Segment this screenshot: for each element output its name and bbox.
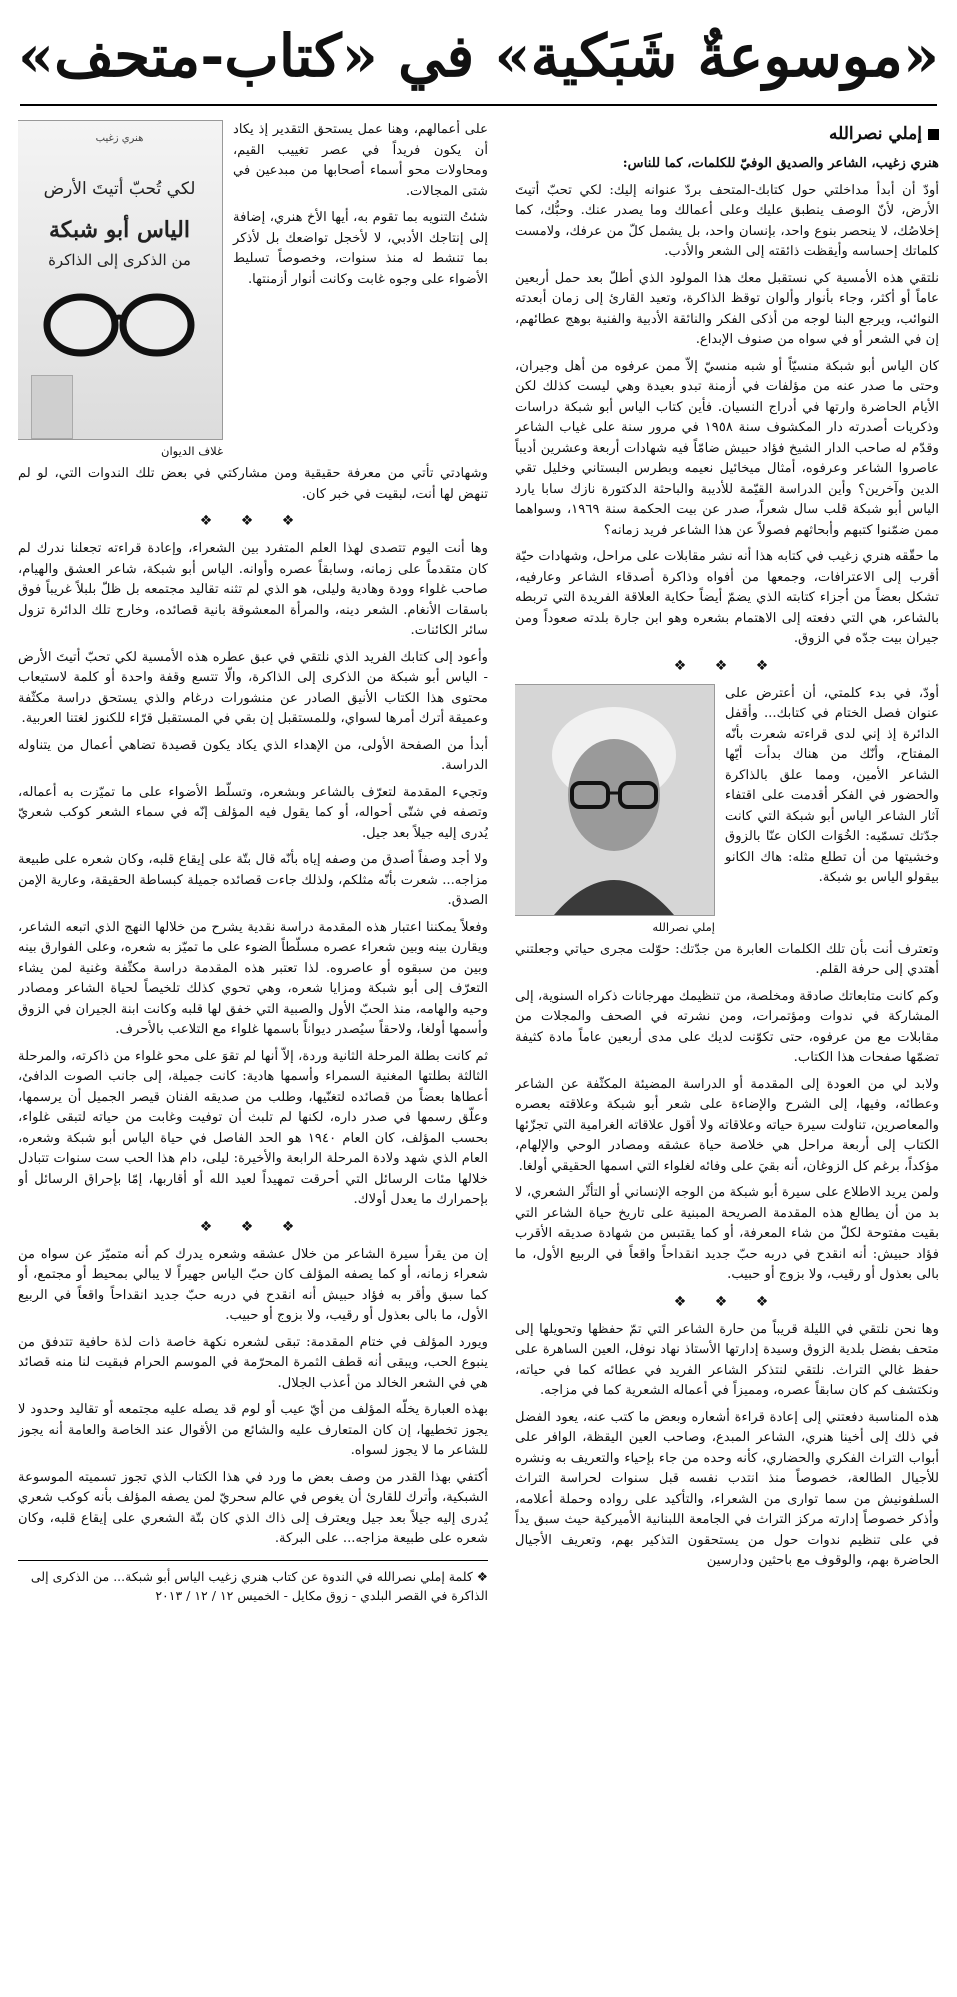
paragraph: وكم كانت متابعاتك صادقة ومخلصة، من تنظيمك مهرجانات ذكراه السنوية، إلى المشاركة في ندوات ومؤتمرات، ومن نشرته في الصحف والمجلات من مقابلات مع من عرفوه، حتى تكوّنت لديك على مدى أربعين عاماً مادة كثيفة تضمّها صفحات هذا الكتاب. (515, 988, 939, 1065)
book-object-icon (31, 375, 73, 439)
section-divider: ❖ ❖ ❖ (199, 1218, 307, 1235)
book-cover (18, 120, 223, 440)
article-header (17, 8, 940, 106)
left-column (18, 120, 488, 1990)
cover-block (18, 120, 488, 458)
cover-booktitle: من الذكرى إلى الذاكرة (48, 251, 191, 269)
paragraph: على أعمالهم، وهنا عمل يستحق التقدير إذ يكاد أن يكون فريداً في عصر تغييب القيم، ومحاولات محو أسماء أصحابها من مبدعين في شتى المجالات. (233, 122, 488, 199)
paragraph: ويورد المؤلف في ختام المقدمة: تبقى لشعره نكهة خاصة ذات لذة حافية تتدفق من ينبوع الحب، ويبقى أنه قطف الثمرة المحرّمة في الموسم الحرام فبقيت لنا منه قصائد هي في الشعر الخالد من أعذب الجلال. (18, 1334, 488, 1391)
paragraph: ما حقّقه هنري زغيب في كتابه هذا أنه نشر مقابلات على مراحل، وشهادات حيّة أقرب إلى الاعترافات، وجمعها من أفواه وذاكرة أصدقاء الشاعر وعارفيه، تشكل بعضاً من أجزاء كتابته الذي يضمّ أيضاً حكاية العلاقة الفريدة التي تربطه بالشاعر، هي التي دفعته إلى الاهتمام بشعره وهو ابن جارة بلدته صعوداً ومن جيران بيت جدّه في الزوق. (515, 549, 939, 646)
paragraph: أودّ، في بدء كلمتي، أن أعترض على عنوان فصل الختام في كتابك... وأقفل الدائرة إذ إني لدى قراءته شعرت بأنّه المفتاح، وأنّك من هناك بدأت أيّها الشاعر الأمين، ومما علق بالذاكرة والحضور في الفكر أقدمت على اقتفاء آثار الشاعر الياس أبو شبكة التي كانت جدّتك تسمّيه: الخُوَات الكان عنّا بالزوق وخشيتها من أن تطلع مثله: هاك الكانو بيقولو الياس بو شبكة. (725, 685, 939, 885)
portrait-block (515, 684, 939, 934)
section-divider: ❖ ❖ ❖ (673, 1293, 781, 1310)
cover-name: الياس أبو شبكة (49, 217, 190, 243)
portrait-illustration-icon (515, 685, 714, 915)
paragraph: أبدأ من الصفحة الأولى، من الإهداء الذي يكاد يكون قصيدة تضاهي أعمال من يتناوله الدراسة. (18, 737, 488, 773)
glasses-icon (39, 289, 199, 359)
bullet-square-icon (928, 129, 939, 140)
paragraph: وشهادتي تأتي من معرفة حقيقية ومن مشاركتي في بعض تلك الندوات التي، لو لم تنهض لها أنت، لبقيت في خبر كان. (18, 466, 488, 502)
section-divider: ❖ ❖ ❖ (673, 657, 781, 674)
paragraph: شئتُ التنويه بما تقوم به، أيها الأخ هنري، إضافة إلى إنتاجك الأدبي، لا لأخجل تواضعك بل لأذكر بما تنشط له منذ سنوات، وخصوصاً تسليط الأضواء على وجوه غابت وكانت أنوار أزمنتها. (233, 210, 488, 287)
paragraph: إن من يقرأ سيرة الشاعر من خلال عشقه وشعره يدرك كم أنه متميّز عن سواه من شعراء زمانه، أو كما يصفه المؤلف كان حبّ الياس جهيراً لا يبالي بمحيط أو مجتمع، أو كما سبق وأقر به فؤاد حبيش أنه انقدح في دربه حبّ جديد انقداحاً واقعاً في الربيع الأول، ما بالى بعذول أو رقيب، ولا بزوج أو حبيب. (18, 1246, 488, 1323)
paragraph: بهذه العبارة يخلّه المؤلف من أيّ عيب أو لوم قد يصله عليه مجتمعه أو تقاليد وحدود لا يجوز تخطيها، إن كان المتعارف عليه والشائع من الأقوال عند الخاصة والعامة أنه يجوز للشاعر ما لا يجوز لسواه. (18, 1402, 488, 1458)
paragraph: ولمن يريد الاطلاع على سيرة أبو شبكة من الوجه الإنساني أو التأثّر الشعري، لا بد من أن يطالع هذه المقدمة الصريحة المبنية على تاريخ حياة الشاعر التي بقيت مفتوحة لكلّ من شاء المعرفة، أو كما يقتبس من شهادة صديقه الأقرب فؤاد حبيش: أنه انقدح في دربه حبّ جديد انقداحاً واقعاً في الربيع الأول، ما بالى بعذول أو رقيب، ولا بزوج أو حبيب. (515, 1185, 939, 1282)
cover-author: هنري زغيب (95, 133, 144, 144)
paragraph: ثم كانت بطلة المرحلة الثانية وردة، إلاّ أنها لم تقوَ على محو غلواء من ذاكرته، والمرحلة الثالثة بطلتها المغنية السمراء وأسمها هادية: كانت جميلة، إلى جانب الصوت الدافئ، أعطاها بعضاً من قصائده لتغنّيها، وطلب من صديقه الفنان قيصر الجميل أن يرسمها، وعلّق رسمها في صدر داره، لكنها لم تلبث أن توفيت وغابت من حياته لتبقى غلواء، بحسب المؤلف، كان العام ١٩٤٠ هو الحد الفاصل في حياة الياس أبو شبكة وشعره، العام الذي شهد ولادة المرحلة الرابعة والأخيرة: ليلى، دام هذا الحب ست سنوات تتبادل خلالها مئات الرسائل التي أحرقت تمهيداً لعيد الله أو أقاربها، إمّا بإحراق الرسائل أو بإحمرارك ما يعدل أولاك. (18, 1048, 488, 1207)
paragraph: وفعلاً يمكننا اعتبار هذه المقدمة دراسة نقدية يشرح من خلالها النهج الذي اتبعه الشاعر، ويقارن بينه وبين شعراء عصره مسلّطاً الضوء على ما تميّز به شعره، وعلى الفوارق بينه وبين من سبقوه أو عاصروه. لذا تعتبر هذه المقدمة دراسة مكثّفة وغنية لمن يشاء التعرّف إلى أبو شبكة ومزايا شعره، وهي تحوي كذلك تلخيصاً لحياة الشاعر ومصادر وحيه والهامه، منذ الحبّ الأول والصبية التي خفق لها قلبه وكانت ابنة الجيران في الزوق وأسمها أولغا، ولاحقاً سيُصدر ديواناً باسمها غلواء مع التلاعب بالأحرف. (18, 919, 488, 1037)
cover-caption: غلاف الديوان (161, 444, 223, 458)
paragraph: وها أنت اليوم تتصدى لهذا العلم المتفرد بين الشعراء، وإعادة قراءته تجعلنا ندرك لم كان متقدماً على زمانه، وسابقاً عصره وأوانه. الياس أبو شبكة، شاعر العشق والهيام، صاحب غلواء وودة وهادية وليلى، هو الذي لم تثنه تقاليد مجتمعه بل ظلّ بلبلاً غريباً فوق باسقات الأنغام. الشعر دينه، والمرأة المعشوقة بانية قصائده، وخارج تلك الدائرة تزول سائر الكائنات. (18, 541, 488, 638)
photo-caption: إملي نصرالله (652, 919, 715, 934)
author-name: إملي نصرالله (828, 124, 922, 144)
section-divider: ❖ ❖ ❖ (199, 513, 307, 529)
article-title: «موسوعةٌ شَبَكية» في «كتاب-متحف» (17, 22, 940, 90)
paragraph: أكتفي بهذا القدر من وصف بعض ما ورد في هذا الكتاب الذي تجوز تسميته الموسوعة الشبكية، وأترك للقارئ أن يغوص في عالم سحريّ لمن يصفه المؤلف بأنه كوكب شعري يُدرى إليه جيلاً بعد جيل ويعترف إلى ذاك الذي كان بتّة الشعري على إيقاع قلبه، وكان شعره على طبيعة مزاجه... على البركة. (18, 1469, 488, 1546)
paragraph: وتعترف أنت بأن تلك الكلمات العابرة من جدّتك: حوّلت مجرى حياتي وجعلتني أهتدي إلى حرفة القلم. (515, 941, 939, 977)
paragraph: هذه المناسبة دفعتني إلى إعادة قراءة أشعاره وبعض ما كتب عنه، يعود الفضل في ذلك إلى أخينا هنري، الشاعر المبدع، وصاحب العين اليقظة، الوافر على أبواب التراث الفكري والحضاري، كأنه وحده من جاء بإحياء والتعريف به ونشره للأجيال الطالعة، خصوصاً منذ انتدب نفسه قبل سنوات لحراسة التراث السلفونيش من سما توارى من الشعراء، والتأكيد على رواده وحملة أعلامه، وأذكر خصوصاً إدارته مركز التراث في الجامعة اللبنانية الأميركية حيث سبق يداً في على تنظيم ندوات حول من يستحقون التذكير بهم، وتعريف الأجيال الحاضرة بهم، والوقوف مع باحثين ودارسين (515, 1409, 939, 1568)
author-photo-figure (515, 684, 715, 934)
paragraph: وأعود إلى كتابك الفريد الذي نلتقي في عبق عطره هذه الأمسية لكي تحبّ أتيتَ الأرض - الياس أبو شبكة من الذكرى إلى الذاكرة، والّا تتسع وقفة واحدة أو كلمة لاستيعاب محتوى هذا الكتاب الأنيق الصادر عن منشورات درغام والذي يستحق دراسة مكثّفة وعميقة أترك أمرها لسواي، وللمستقبل إن بقي في المستقبل قرّاء للكنوز لغتنا العربية. (18, 649, 488, 726)
author-photo (515, 684, 715, 916)
cover-subtitle: لكي تُحبّ أتيتَ الأرض (43, 179, 196, 199)
paragraph: وها نحن نلتقي في الليلة قريباً من حارة الشاعر التي تمّ حفظها وتحويلها إلى متحف بفضل بلدية الزوق وسيدة إدارتها الأستاذ نهاد نوفل، العين الساهرة على حفظ غالي التراث. نلتقي لنتذكر الشاعر الفريد في عطائه كما في حياته، ونكتشف كم كان سابقاً عصره، ومميزاً في أعماله الشعرية كما في مزاجه. (515, 1321, 939, 1398)
paragraph: كان الياس أبو شبكة منسيّاً أو شبه منسيّ إلاّ ممن عرفوه من أهل وجيران، وحتى ما صدر عنه من مؤلفات في أزمنة تبدو بعيدة وهي ليست كذلك لكن الأيام الحاضرة وارتها في أدراج النسيان. فأين كتاب الياس أبو شبكة دراسات وذكريات أصدرته دار المكشوف سنة ١٩٥٨ في مرور سنة على غياب الشاعر وقدّم له صاحب الدار الشيخ فؤاد حبيش ضامّاً فيه شهادات أربعة وعشرين أديباً عاصروا الشاعر وعرفوه، أمثال ميخائيل نعيمه وبطرس البستاني وخليل تقي الدين وآخرين؟ وأين الدراسة القيّمة للأديبة والباحثة الدكتورة نازك سابا يارد الياس أبو شبكة قلب سال شعراً، صدر عن بيت الحكمة سنة ١٩٦٩، وسواهما ممن ضمّنوا كتبهم وأبحاثهم فصولاً عن هذا الشاعر فريد زمانه؟ (515, 358, 939, 538)
byline (515, 124, 939, 144)
paragraph: ولا أجد وصفاً أصدق من وصفه إياه بأنّه قال بتّة على إيقاع قلبه، وكان شعره على طبيعة مزاجه... شعرت بأنّه مثلكم، ولذلك جاءت قصائده جميلة كبساطة الحقيقة، وعارية الإمن الصدق. (18, 852, 488, 908)
footnote: ❖ كلمة إملي نصرالله في الندوة عن كتاب هنري زغيب الياس أبو شبكة... من الذكرى إلى الذاكرة في القصر البلدي - زوق مكايل - الخميس ١٢ / ١٢ / ٢٠١٣ (18, 1560, 488, 1605)
book-cover-figure (18, 120, 223, 458)
paragraph: أودّ أن أبدأ مداخلتي حول كتابك-المتحف بردّ عنوانه إليك: لكي تحبّ أتيتَ الأرض، لأنّ الوصف ينطبق عليك وعلى أعمالك وما يصدر عنك. وحبُّك، كما إخلاصُك، لا ينحصر بنوع واحد، بإنسان واحد، بل يشمل كلّ من عرفك، ولامست كلماتك إحساسه وأيقظت ذائقته إلى الشعر والأدب. (515, 182, 939, 259)
paragraph: وتجيء المقدمة لتعرّف بالشاعر وبشعره، وتسلّط الأضواء على ما تميّزت به أعماله، وتصفه في شتّى أحواله، أو كما يقول فيه المؤلف إنّه في سماء الشعر كوكب شعريّ يُدرى إليه جيلاً بعد جيل. (18, 784, 488, 841)
paragraph: ولابد لي من العودة إلى المقدمة أو الدراسة المضيئة المكثّفة عن الشاعر وعطائه، وفيها، إلى الشرح والإضاءة على شعر أبو شبكة وعلاقته بعصره والمعاصرين، تناولت سيرة حياته وعلاقاته ولا أقول علاقاته الغرامية التي تجزّئها الكتاب إلى أربعة مراحل هي خلاصة حياة عشقه ومصادر الوحي والإلهام، مؤكداً، برغم كل الزوغان، أنه بقيَ على وفائه لغلواء التي اسمها الحقيقي أولغا. (515, 1076, 939, 1174)
paragraph: هنري زغيب، الشاعر والصديق الوفيّ للكلمات، كما للناس: (622, 156, 939, 171)
right-column (515, 120, 939, 1990)
paragraph: نلتقي هذه الأمسية كي نستقبل معك هذا المولود الذي أطلّ بعد حمل أربعين عاماً أو أكثر، وجاء بأنوار وألوان توقظ الذاكرة، وتعيد القارئ إلى زمان أبعدته النوائب، ويرجع البنا لوجه من أذكى الفكر والنائقة الأدبية والفنية بوهج عطائهم، إن في الشعر أو في سواه من صنوف الإبداع. (515, 270, 939, 347)
